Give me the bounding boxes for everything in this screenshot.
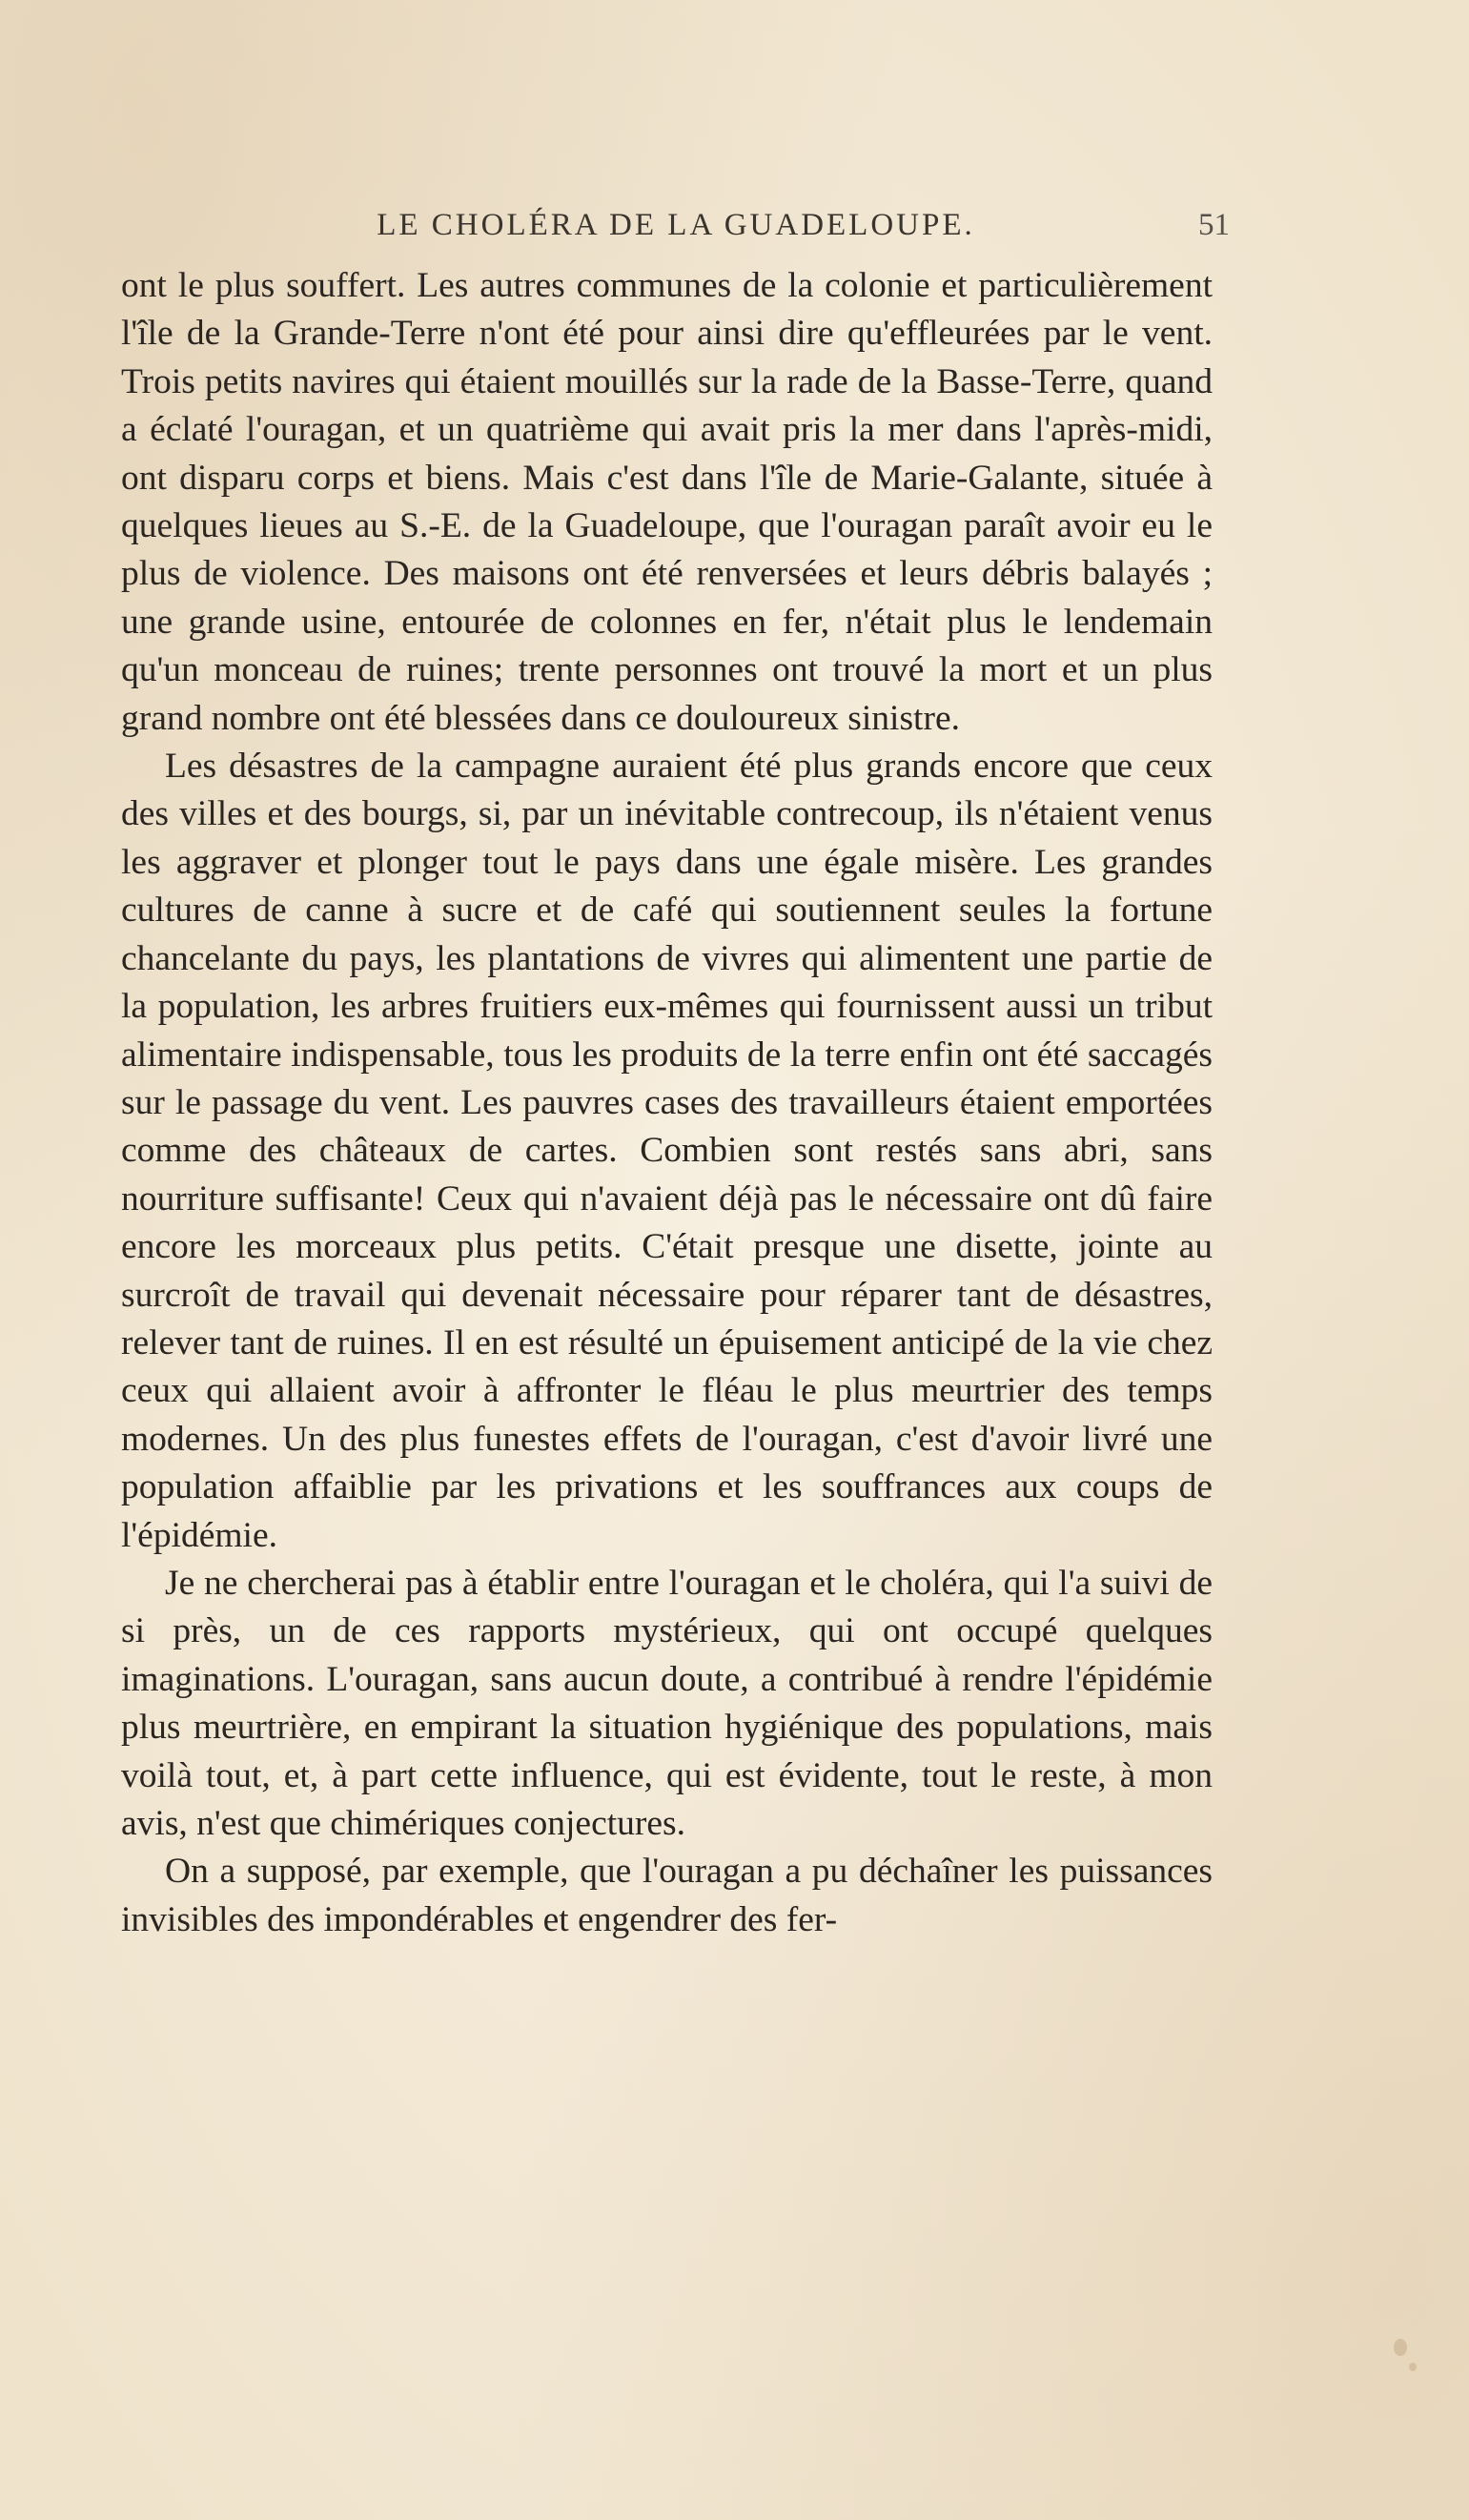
running-title: LE CHOLÉRA DE LA GUADELOUPE. (377, 208, 975, 242)
paragraph-3: Je ne chercherai pas à établir entre l'ouragan et le choléra, qui l'a suivi de si près, un de ces rapports mystérieux, qui ont occupé quelques imaginations. L'ouragan, sans aucun doute, a contribué à rendre l'épidémie plus meurtrière, en empirant la situation hygiénique des populations, mais voilà tout, et, à part cette influence, qui est évidente, tout le reste, à mon avis, n'est que chimériques conjectures. (121, 1563, 1213, 1843)
body-text (121, 262, 1213, 1944)
paragraph-1: ont le plus souffert. Les autres communes de la colonie et particulièrement l'île de la Grande-Terre n'ont été pour ainsi dire qu'effleurées par le vent. Trois petits navires qui étaient mouillés sur la rade de la Basse-Terre, quand a éclaté l'ouragan, et un quatrième qui avait pris la mer dans l'après-midi, ont disparu corps et biens. Mais c'est dans l'île de Marie-Galante, située à quelques lieues au S.-E. de la Guadeloupe, que l'ouragan paraît avoir eu le plus de violence. Des maisons ont été renversées et leurs débris balayés ; une grande usine, entourée de colonnes en fer, n'était plus le lendemain qu'un monceau de ruines; trente personnes ont trouvé la mort et un plus grand nombre ont été blessées dans ce douloureux sinistre. (121, 266, 1213, 738)
page-number: 51 (1198, 208, 1230, 242)
paragraph-4: On a supposé, par exemple, que l'ouragan a pu déchaîner les puissances invisibles des impondérables et engendrer des fer- (121, 1852, 1213, 1939)
paper-speck (1409, 2363, 1417, 2371)
page-header (122, 208, 1230, 256)
paragraph-2: Les désastres de la campagne auraient été plus grands encore que ceux des villes et des bourgs, si, par un inévitable contrecoup, ils n'étaient venus les aggraver et plonger tout le pays dans une égale misère. Les grandes cultures de canne à sucre et de café qui soutiennent seules la fortune chancelante du pays, les plantations de vivres qui alimentent une partie de la population, les arbres fruitiers eux-mêmes qui fournissent aussi un tribut alimentaire indispensable, tous les produits de la terre enfin ont été saccagés sur le passage du vent. Les pauvres cases des travailleurs étaient emportées comme des châteaux de cartes. Combien sont restés sans abri, sans nourriture suffisante! Ceux qui n'avaient déjà pas le nécessaire ont dû faire encore les morceaux plus petits. C'était presque une disette, jointe au surcroît de travail qui devenait nécessaire pour réparer tant de désastres, relever tant de ruines. Il en est résulté un épuisement anticipé de la vie chez ceux qui allaient avoir à affronter le fléau le plus meurtrier des temps modernes. Un des plus funestes effets de l'ouragan, c'est d'avoir livré une population affaiblie par les privations et les souffrances aux coups de l'épidémie. (121, 747, 1213, 1555)
paper-speck (1394, 2339, 1407, 2356)
